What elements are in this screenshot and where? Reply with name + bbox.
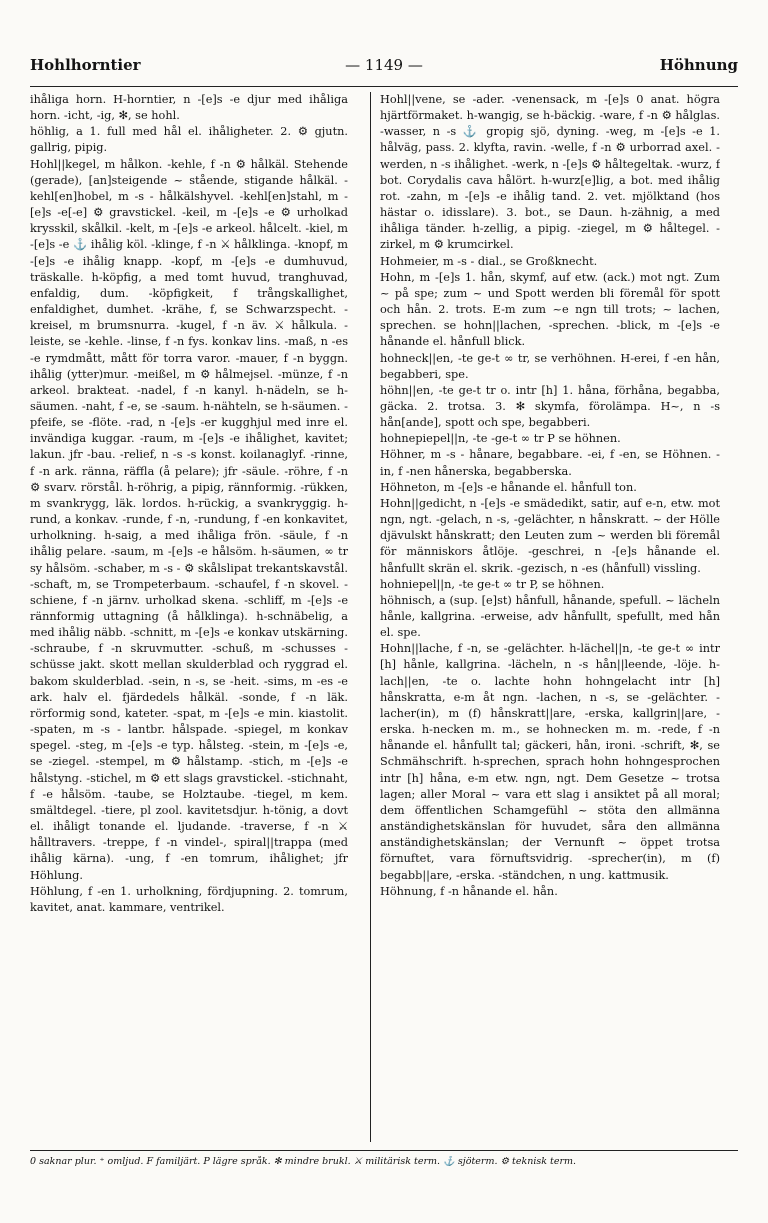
header-rule <box>30 86 738 87</box>
entry-paragraph: Höhlung, f -en 1. urholkning, fördjupning. 2. tomrum, kavitet, anat. kammare, ventrikel. <box>30 884 348 914</box>
entry-paragraph: höhlig, a 1. full med hål el. ihåligheter. 2. ⚙ gjutn. gallrig, pipig. <box>30 125 348 155</box>
entry-paragraph: Hohn||gedicht, n -[e]s -e smädedikt, satir, auf e-n, etw. mot ngn, ngt. -gelach, n -s, -gelächter, n hånskratt. ~ der Hölle djävulskt hånskratt; den Leuten zum ~ werden bli föremål för människors åtlöje. -geschrei, n -[e]s hånande el. hånfullt skrän el. skrik. -gezisch, n -es (hånfull) vissling. <box>380 496 720 575</box>
entry-paragraph: höhnisch, a (sup. [e]st) hånfull, hånande, spefull. ~ lächeln hånle, kallgrina. -erweise, adv hånfullt, spefullt, med hån el. spe. <box>380 593 720 640</box>
column-divider <box>370 92 371 1142</box>
entry-paragraph: hohnepiepel||n, -te -ge-t ∞ tr P se höhnen. <box>380 432 621 446</box>
entry-paragraph: Höhneton, m -[e]s -e hånande el. hånfull ton. <box>380 480 637 494</box>
entry-paragraph: Höhner, m -s - hånare, begabbare. -ei, f -en, se Höhnen. -in, f -nen hånerska, begabberska. <box>380 448 720 478</box>
footer-rule <box>30 1150 738 1151</box>
left-column <box>30 92 348 1144</box>
entry-paragraph: Hohn, m -[e]s 1. hån, skymf, auf etw. (ack.) mot ngt. Zum ~ på spe; zum ~ und Spott werden bli föremål för spott och hån. 2. trots. E-m zum ~e ngn till trots; ~ lachen, sprechen. se hohn||lachen, -sprechen. -blick, m -[e]s -e hånande el. hånfull blick. <box>380 270 720 349</box>
entry-paragraph: ihåliga horn. H-horntier, n -[e]s -e djur med ihåliga horn. -icht, -ig, ✻, se hohl. <box>30 93 348 123</box>
right-column <box>380 92 720 1144</box>
entry-paragraph: Hohl||vene, se -ader. -venensack, m -[e]s 0 anat. högra hjärtförmaket. h-wangig, se h-bäckig. -ware, f -n ⚙ hålglas. -wasser, n -s ⚓ gropig sjö, dyning. -weg, m -[e]s -e 1. hålväg, pass. 2. klyfta, ravin. -welle, f -n ⚙ urborrad axel. -werden, n -s ihålighet. -werk, n -[e]s ⚙ håltegeltak. -wurz, f bot. Corydalis cava hålört. h-wurz[e]lig, a bot. med ihålig rot. -zahn, m -[e]s -e ihålig tand. 2. vet. mjölktand (hos hästar o. idisslare). 3. bot., se Daun. h-zähnig, a med ihåliga tänder. h-zellig, a pipig. -ziegel, m ⚙ håltegel. -zirkel, m ⚙ krumcirkel. <box>380 93 720 252</box>
entry-paragraph: Höhnung, f -n hånande el. hån. <box>380 884 558 898</box>
entry-paragraph: Hohl||kegel, m hålkon. -kehle, f -n ⚙ hålkäl. Stehende (gerade), [an]steigende ~ stående, stigande hålkäl. -kehl[en]hobel, m -s - hålkälshyvel. -kehl[en]stahl, m -[e]s -e[-e] ⚙ gravstickel. -keil, m -[e]s -e ⚙ urholkad krysskil, skålkil. -kelt, m -[e]s -e arkeol. hålcelt. -kiel, m -[e]s -e ⚓ ihålig köl. -klinge, f -n ⚔ hålklinga. -knopf, m -[e]s -e ihålig knapp. -kopf, m -[e]s -e dumhuvud, träskalle. h-köpfig, a med tomt huvud, tranghuvad, enfaldig, dum. -köpfigkeit, f trångskallighet, enfaldighet, dumhet. -krähe, f, se Schwarzspecht. -kreisel, m brumsnurra. -kugel, f -n äv. ⚔ hålkula. -leiste, se -kehle. -linse, f -n fys. konkav lins. -maß, n -es -e rymdmått, mått för torra varor. -mauer, f -n byggn. ihålig (ytter)mur. -meißel, m ⚙ hålmejsel. -münze, f -n arkeol. brakteat. -nadel, f -n kanyl. h-nädeln, se h-säumen. -naht, f -e, se -saum. h-nähteln, se h-säumen. -pfeife, se -flöte. -rad, n -[e]s -er kugghjul med inre el. invändiga kuggar. -raum, m -[e]s -e ihålighet, kavitet; lakun. jfr -bau. -relief, n -s -s konst. koilanaglyf. -rinne, f -n ark. ränna, räffla (å pelare); jfr -säule. -röhre, f -n ⚙ svarv. rörstål. h-röhrig, a pipig, rännformig. -rükken, m svankrygg, läk. lordos. h-rückig, a svankryggig. h-rund, a konkav. -runde, f -n, -rundung, f -en konkavitet, urholkning. h-saig, a med ihåliga frön. -säule, f -n ihålig pelare. -saum, m -[e]s -e hålsöm. h-säumen, ∞ tr sy hålsöm. -schaber, m -s - ⚙ skålslipat trekantskavstål. -schaft, m, se Trompeterbaum. -schaufel, f -n skovel. -schiene, f -n järnv. urholkad skena. -schliff, m -[e]s -e rännformig uttagning (å hålklinga). h-schnäbelig, a med ihålig näbb. -schnitt, m -[e]s -e konkav utskärning. -schraube, f -n skruvmutter. -schuß, m -schusses -schüsse jakt. skott mellan skulderblad och ryggrad el. bakom skulderblad. -sein, n -s, se -heit. -sims, m -es -e ark. halv el. fjärdedels hålkäl. -sonde, f -n läk. rörformig sond, kateter. -spat, m -[e]s -e min. kiastolit. -spaten, m -s - lantbr. hålspade. -spiegel, m konkav spegel. -steg, m -[e]s -e typ. hålsteg. -stein, m -[e]s -e, se -ziegel. -stempel, m ⚙ hålstamp. -stich, m -[e]s -e hålstyng. -stichel, m ⚙ ett slags gravstickel. -stichnaht, f -e hålsöm. -taube, se Holztaube. -tiegel, m kem. smältdegel. -tiere, pl zool. kavitetsdjur. h-tönig, a dovt el. ihåligt tonande el. ljudande. -traverse, f -n ⚔ hålltravers. -treppe, f -n vindel-, spiral||trappa (med ihålig kärna). -ung, f -en tomrum, ihålighet; jfr Höhlung. <box>30 157 348 882</box>
entry-paragraph: Hohn||lache, f -n, se -gelächter. h-lächel||n, -te ge-t ∞ intr [h] hånle, kallgrina. -lächeln, n -s hån||leende, -löje. h-lach||en, -te o. lachte hohn hohngelacht intr [h] hånskratta, e-m åt ngn. -lachen, n -s, se -gelächter. -lacher(in), m (f) hånskratt||are, -erska, kallgrin||are, -erska. h-necken m. m., se hohnecken m. m. -rede, f -n hånande el. hånfullt tal; gäckeri, hån, ironi. -schrift, ✻, se Schmähschrift. h-sprechen, sprach hohn hohngesprochen intr [h] håna, e-m etw. ngn, ngt. Dem Gesetze ~ trotsa lagen; aller Moral ~ vara ett slag i ansiktet på all moral; dem öffentlichen Schamgefühl ~ stöta den allmänna anständighetskänslan för huvudet, såra den allmänna anständighetskänslan; der Vernunft ~ öppet trotsa förnuftet, vara förnuftsvidrig. -sprecher(in), m (f) begabb||are, -erska. -ständchen, n ung. kattmusik. <box>380 642 720 882</box>
header-first-entry: Hohlhorntier <box>30 56 141 74</box>
entry-paragraph: hohneck||en, -te ge-t ∞ tr, se verhöhnen. H-erei, f -en hån, begabberi, spe. <box>380 351 720 381</box>
page-number: — 1149 — <box>345 56 423 74</box>
page-header <box>30 56 738 82</box>
entry-paragraph: hohniepel||n, -te ge-t ∞ tr P, se höhnen. <box>380 577 605 591</box>
header-last-entry: Höhnung <box>659 56 738 74</box>
entry-paragraph: Hohmeier, m -s - dial., se Großknecht. <box>380 254 598 268</box>
entry-paragraph: höhn||en, -te ge-t tr o. intr [h] 1. håna, förhåna, begabba, gäcka. 2. trotsa. 3. ✻ skymfa, förolämpa. H~, n -s hån[ande], spott och spe, begabberi. <box>380 383 720 430</box>
abbreviation-legend: 0 saknar plur. ⁺ omljud. F familjärt. P lägre språk. ✻ mindre brukl. ⚔ militärisk term. ⚓ sjöterm. ⚙ teknisk term. <box>30 1156 577 1167</box>
